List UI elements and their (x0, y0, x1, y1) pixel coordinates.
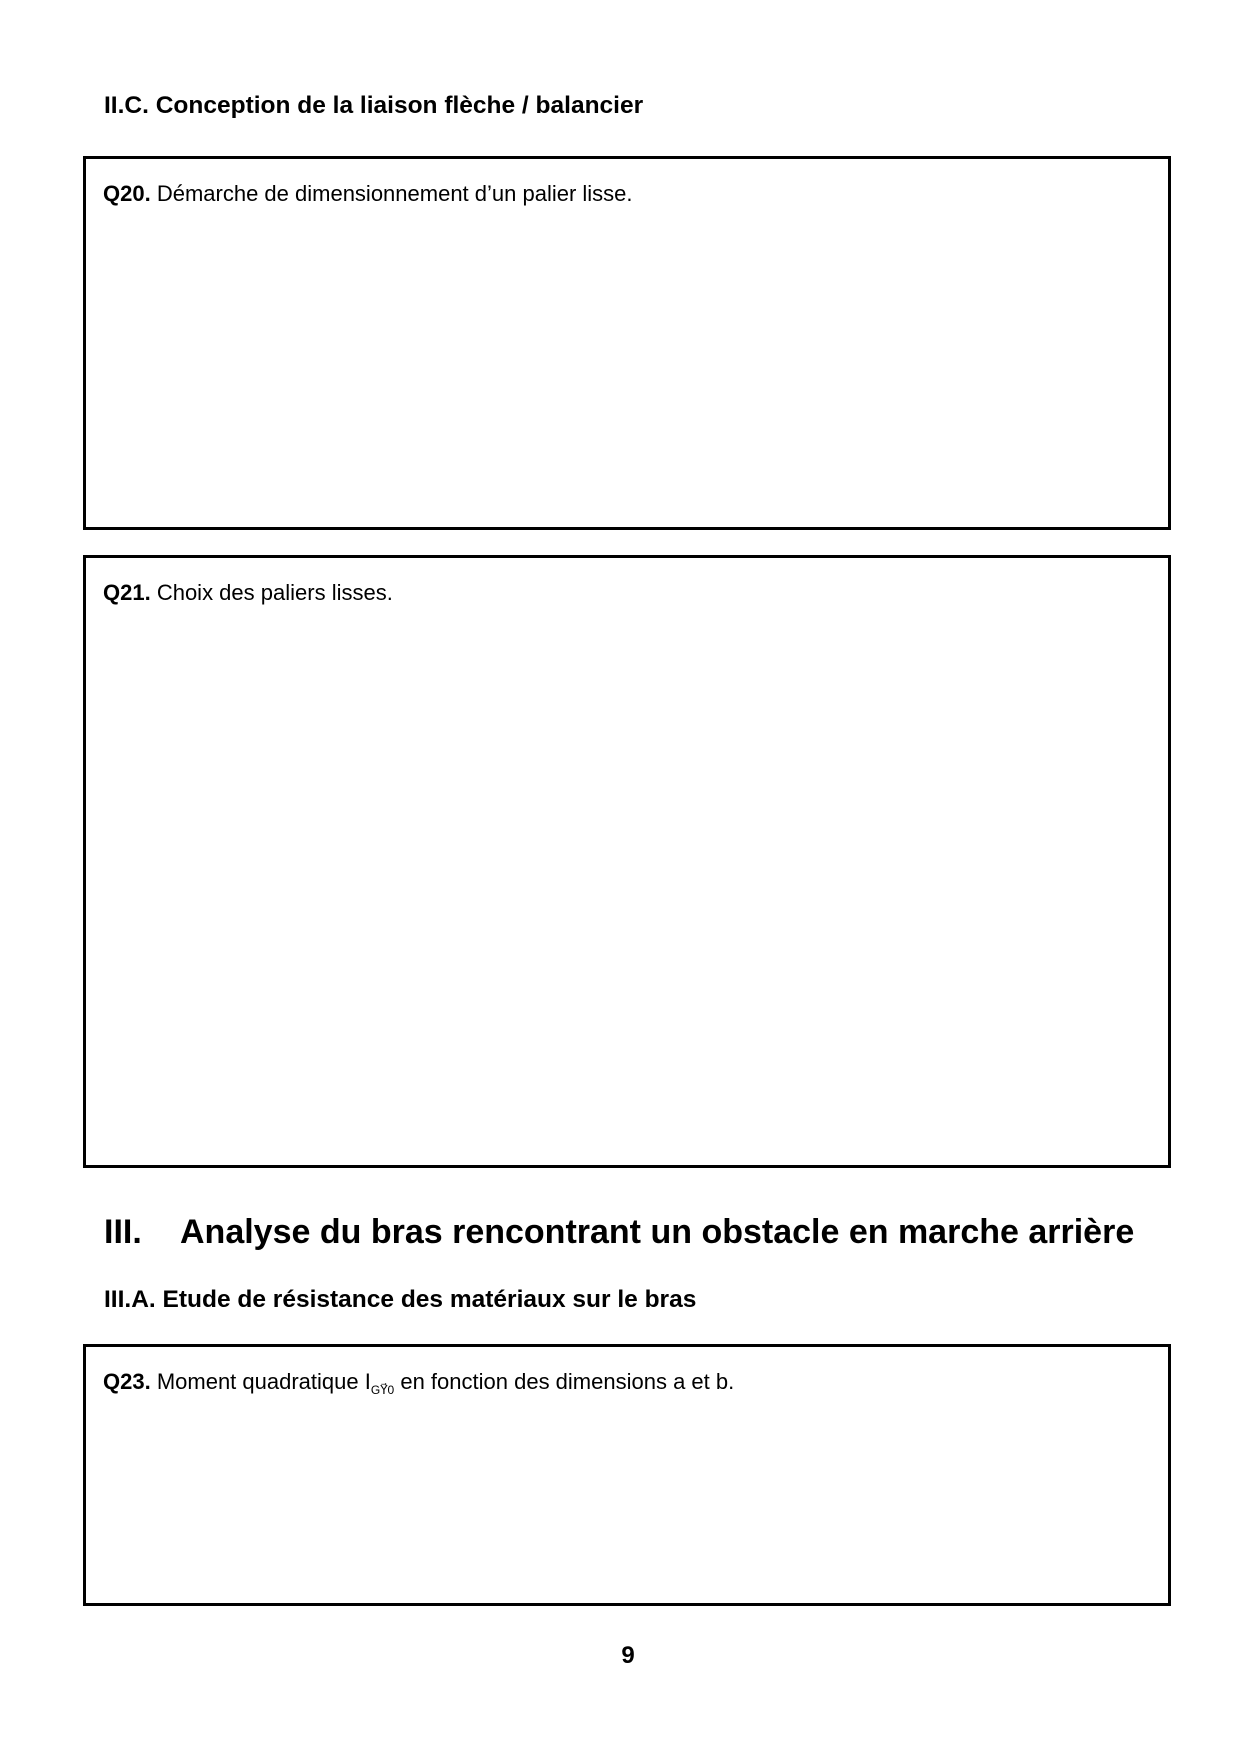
question-q21 (103, 580, 393, 606)
answer-box-q21[interactable] (83, 555, 1171, 1168)
inertia-symbol (365, 1369, 394, 1397)
question-text-after: en fonction des dimensions a et b. (400, 1369, 735, 1394)
inertia-letter: I (364, 1369, 371, 1394)
answer-box-q23[interactable] (83, 1344, 1171, 1606)
question-number: Q20. (103, 181, 151, 206)
page-number: 9 (621, 1642, 635, 1669)
answer-box-q20[interactable] (83, 156, 1171, 530)
question-number: Q21. (103, 580, 151, 605)
section-heading-iii (104, 1213, 1134, 1252)
section-number: III. (104, 1213, 142, 1251)
question-text-before: Moment quadratique (156, 1369, 359, 1394)
question-q20 (103, 181, 633, 207)
section-heading-iiia: III.A. Etude de résistance des matériaux sur le bras (104, 1286, 697, 1313)
question-number: Q23. (103, 1369, 151, 1394)
inertia-subscript: GY⃗0 (370, 1383, 395, 1397)
question-q23 (103, 1369, 734, 1397)
question-text: Démarche de dimensionnement d’un palier lisse. (156, 181, 633, 206)
question-text: Choix des paliers lisses. (156, 580, 393, 605)
section-heading-iic: II.C. Conception de la liaison flèche / balancier (104, 92, 644, 119)
section-title: Analyse du bras rencontrant un obstacle en marche arrière (180, 1213, 1135, 1251)
